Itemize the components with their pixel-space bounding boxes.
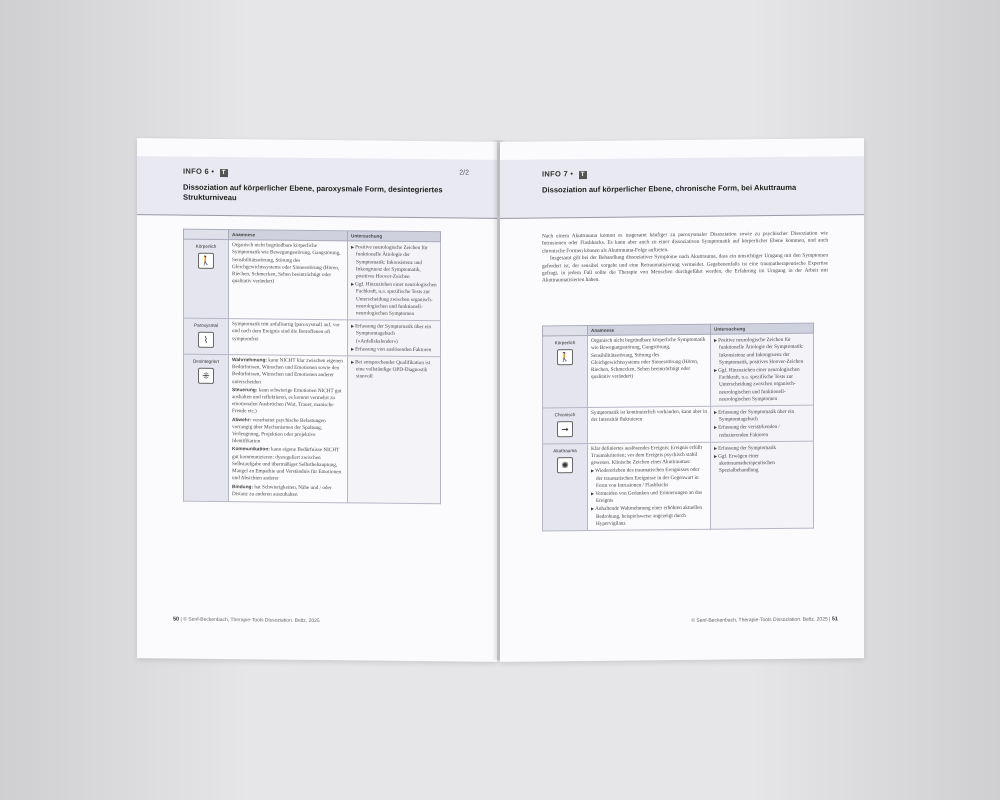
paragraph-text: hat Schwierigkeiten, Nähe und / oder Distanz zu anderen auszuhalten <box>232 483 332 498</box>
anamnese-cell: Symptomatik tritt anfallsartig (paroxysmal) auf, vor und nach dem Ereignis sind die Betroffenen oft symptomfrei <box>229 319 348 356</box>
tool-badge-icon: T <box>220 169 228 177</box>
intro-paragraph: Nach einem Akuttrauma kommt es insgesamt häufiger zu paroxysmaler Dissoziation sowie zu psychischer Dissoziation wie Intrusionen oder Flashbacks. Es kann aber auch zu einer dissoziativen Symptomatik auf körperlicher Ebene kommen, und auch chronische Formen können als Akuttrauma-Folge auftreten. <box>542 230 828 255</box>
table-row <box>543 441 814 531</box>
paragraph-head: Abwehr: <box>232 417 252 423</box>
paroxysm-curve-icon: ⌇ <box>198 332 214 348</box>
person-icon: 🚶 <box>557 350 573 366</box>
list-item: ▶ Ggf. Erwägen einer akuttraumatherapeutischen Spezialbehandlung <box>714 452 810 476</box>
paragraph <box>232 387 344 417</box>
paragraph-head: Bindung: <box>232 484 254 490</box>
page-indicator: 2/2 <box>459 169 469 177</box>
untersuchung-cell <box>711 441 814 529</box>
copyright: © Senf-Beckenbach, Therapie-Tools Dissoziation. Beltz, 2025 <box>183 616 320 625</box>
bullet: • <box>570 169 574 179</box>
row-label: Körperlich <box>195 243 217 250</box>
untersuchung-cell <box>711 333 814 406</box>
info-number: INFO 7 <box>542 169 568 179</box>
list-item: ▶ Ggf. Hinzuziehen einer neurologischen Fachkraft, u.a. spezifische Tests zur Unterscheidung zwischen organisch-neurologischen und funktionell-neurologischen Symptomen <box>351 281 437 319</box>
left-page-header <box>137 156 497 219</box>
list-item: ▶ Positive neurologische Zeichen für funktionelle Ätiologie der Symptomatik: Inkonsistenz und Inkongruenz der Symptomatik, positives Hoover-Zeichen <box>351 244 437 282</box>
page-title: Dissoziation auf körperlicher Ebene, paroxysmale Form, desintegriertes Strukturniveau <box>183 182 443 203</box>
footer-separator: | <box>180 616 184 623</box>
list-item: ▶ Bei entsprechender Qualifikation ist eine vollständige OPD-Diagnostik sinnvoll <box>351 358 437 382</box>
row-label: Paroxysmal <box>194 322 218 329</box>
paragraph-head: Wahrnehmung: <box>232 358 267 364</box>
info-label <box>183 167 228 177</box>
list-item: ▶ Positive neurologische Zeichen für funktionelle Ätiologie der Symptomatik: Inkonsistenz und Inkongruenz der Symptomatik, positives Hoover-Zeichen <box>714 336 810 367</box>
paragraph-text: kann eigene Bedürfnisse NICHT gut kommunizieren: dysreguliert zwischen Selbstaufgabe und übermäßiger Selbstbehauptung, Mangel an Empathie und Verständnis für Emotionen und Absichten anderer <box>232 446 342 482</box>
row-head <box>543 336 588 408</box>
anamnese-cell <box>229 355 348 503</box>
row-head <box>543 408 588 444</box>
row-head <box>184 318 229 354</box>
disintegrated-icon: ⁜ <box>198 368 214 384</box>
list-item: ▶ Vermeiden von Gedanken und Erinnerungen an das Ereignis <box>591 489 707 506</box>
list-item: ▶ Anhaltende Wahrnehmung einer erhöhten aktuellen Bedrohung, beispielsweise angezeigt durch Hypervigilanz <box>591 504 707 528</box>
page-title: Dissoziation auf körperlicher Ebene, chronische Form, bei Akuttrauma <box>542 182 797 195</box>
left-info-table <box>183 229 441 505</box>
row-label: Akuttrauma <box>553 447 577 454</box>
row-label: Chronisch <box>554 412 576 418</box>
page-number: 50 <box>173 616 180 623</box>
empty-header <box>184 229 229 240</box>
untersuchung-cell <box>711 405 814 442</box>
right-page-header <box>500 156 864 219</box>
footer-separator: | <box>829 616 832 623</box>
col-anamnese: Anamnese <box>588 324 711 335</box>
col-untersuchung: Untersuchung <box>348 231 441 242</box>
anamnese-cell: Organisch nicht begründbare körperliche Symptomatik wie Bewegungsstörung, Gangstörung, Sensibilitätsstörung, Störung des Gleichgewichtssystems oder Sinnesstörung (Hören, Riechen, Schmecken, Sehen beeinträchtigt oder qualitativ verändert) <box>588 334 711 407</box>
list-item: ▶ Erfassung der Symptomatik <box>714 444 810 453</box>
untersuchung-cell <box>348 241 441 321</box>
list-item: ▶ Ggf. Hinzuziehen einer neurologischen Fachkraft, u.a. spezifische Tests zur Unterscheidung zwischen organisch-neurologischen und funktionell-neurologischen Symptomen <box>714 366 810 404</box>
paragraph-text: kann NICHT klar zwischen eigenen Bedürfnissen, Wünschen und Emotionen sowie den Bedürfnissen, Wünschen und Emotionen anderer unterscheiden <box>232 357 343 386</box>
row-head <box>184 239 229 319</box>
trauma-burst-icon: ✺ <box>557 457 573 473</box>
left-page <box>137 138 497 662</box>
copyright: © Senf-Beckenbach, Therapie-Tools Dissoziation. Beltz, 2025 <box>691 616 828 624</box>
paragraph-text: kann schwierige Emotionen NICHT gut aushalten und reflektieren, es kommt vermehrt zu emotionalen Ausbrüchen (Wut, Trauer, manische Freude etc.) <box>232 387 342 415</box>
info-label <box>542 169 587 179</box>
anamnese-cell: Symptomatik ist kontinuierlich vorhanden, kann aber in der Intensität fluktuieren <box>588 406 711 443</box>
paragraph <box>232 484 344 500</box>
row-label: Körperlich <box>554 340 576 346</box>
list-item: ▶ Erfassung von auslösenden Faktoren <box>351 345 437 354</box>
empty-header <box>543 325 588 336</box>
page-number: 51 <box>831 616 838 623</box>
table-row <box>543 405 814 444</box>
paragraph <box>232 417 344 447</box>
person-icon: 🚶 <box>198 253 214 269</box>
anamnese-cell: Organisch nicht begründbare körperliche Symptomatik wie Bewegungsstörung, Gangstörung, Sensibilitätsstörung, Störung des Gleichgewichtssystems oder Sinnesstörung (Hören, Riechen, Schmecken, Sehen beeinträchtigt oder qualitativ verändert) <box>229 240 348 320</box>
intro-text <box>542 230 828 285</box>
list-item: ▶ Erfassung der Symptomatik über ein Symptomtagebuch <box>714 408 810 424</box>
page-footer <box>173 616 320 624</box>
paragraph-head: Steuerung: <box>232 387 258 394</box>
row-head <box>543 443 588 531</box>
table-row <box>184 239 441 321</box>
right-info-table <box>542 323 814 532</box>
right-page <box>500 138 864 662</box>
table-row <box>543 333 814 408</box>
paragraph <box>232 447 344 484</box>
arrow-right-icon: ➞ <box>557 421 573 437</box>
paragraph-text: verarbeitet psychische Belastungen vorrangig über Mechanismen der Spaltung, Verleugnung, Projektion oder projektive Identifikation <box>232 416 326 445</box>
untersuchung-cell <box>348 320 441 357</box>
tool-badge-icon: T <box>579 171 587 179</box>
table-row <box>184 354 441 504</box>
page-footer <box>691 616 838 624</box>
list-item: ▶ Erfassung der Symptomatik über ein Symptomtagebuch (»Anfallskalender«) <box>351 323 437 347</box>
row-label: Desintegriert <box>192 358 220 365</box>
paragraph-head: Kommunikation: <box>232 447 270 453</box>
paragraph <box>232 357 344 387</box>
list-item: ▶ Erfassung der verstärkenden / reduzierenden Faktoren <box>714 423 810 439</box>
intro-paragraph: Insgesamt gilt bei der Behandlung dissoziativer Symptome nach Akuttrauma, dass ein umsichtiger Umgang mit den Symptomen gefordert ist, der sensibel vorgeht und eine Retraumatisierung vermeidet. Gegebenenfalls ist eine traumatherapeutische Expertise gefragt, in jedem Fall sollte die Therapie von Menschen durchgeführt werden, die Erfahrung im Umgang in der Arbeit mit Akuttraumatisierten haben. <box>542 252 828 284</box>
info-number: INFO 6 <box>183 166 209 176</box>
anamnese-text: Klar definiertes auslösendes Ereignis; Ereignis erfüllt Traumakriterien; vor dem Ereignis psychisch stabil gewesen. Klinische Zeichen eines Akuttraumas: <box>591 444 703 467</box>
col-untersuchung: Untersuchung <box>711 323 814 334</box>
row-head <box>184 354 229 501</box>
untersuchung-cell <box>348 356 441 504</box>
col-anamnese: Anamnese <box>229 230 348 241</box>
bullet: • <box>211 166 215 176</box>
list-item: ▶ Wiedererleben des traumatischen Ereignisses oder der traumatischen Ereignisse in der Gegenwart in Form von Intrusionen / Flashbacks <box>591 466 707 490</box>
table-row <box>184 318 441 357</box>
anamnese-cell <box>588 442 711 531</box>
